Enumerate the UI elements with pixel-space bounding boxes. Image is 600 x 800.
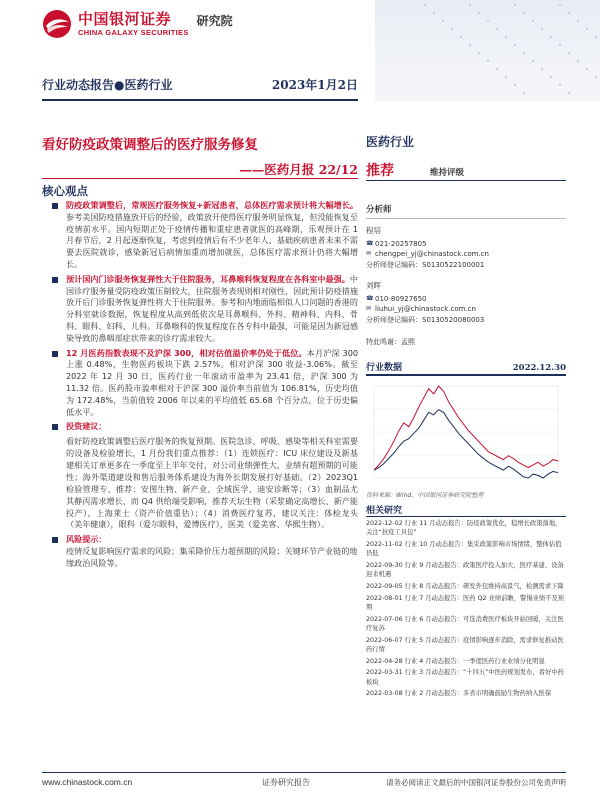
galaxy-logo-icon [42, 9, 72, 39]
analyst-heading: 分析师 [366, 205, 392, 215]
related-research-item[interactable]: 2022-07-06 行业 6 月动态报告：可选消费医疗板块开始回暖，关注医疗复苏 [366, 615, 564, 632]
bullet-point [42, 348, 358, 419]
footer-url[interactable]: www.chinastock.com.cn [42, 777, 133, 787]
related-research-item[interactable]: 2022-09-05 行业 8 月动态报告：研发外包维持高景气，检测需求下降 [366, 582, 564, 590]
phone-icon: ☎ [366, 239, 374, 247]
analyst-name: 程培 [366, 226, 381, 235]
market-data-title: 行业数据 [366, 363, 403, 373]
industry-label: 医药行业 [366, 135, 415, 149]
bullet-text: 参考美国防疫措施放开后的经验，政策放开使得医疗服务明显恢复，但没能恢复至疫情前水平。国内短期正处于疫情传播和重症患者就医的高峰期，乐观预计在 1 月春节后，2 月起逐渐恢复，考虑到疫情后有不少老年人、基础疾病患者未来不需要去医院就诊，感染新冠后病情加重而增加就医，总体医疗需求预计仍将大幅增长。 [66, 211, 358, 269]
bullet-square-icon [52, 351, 58, 357]
analyst-name: 刘晖 [366, 281, 381, 290]
rating-row [366, 160, 566, 180]
brand-name-en: CHINA GALAXY SECURITIES [78, 28, 189, 37]
main-content [42, 200, 358, 570]
report-title: 看好防疫政策调整后的医疗服务修复 [42, 137, 258, 153]
brand-logo [42, 6, 233, 42]
bullet-square-icon [52, 424, 58, 430]
bullet-point [42, 200, 358, 271]
related-research-item[interactable]: 2022-12-02 行业 11 月动态报告：防疫政策优化，稳增长政策落地，关注“抗疫工具包” [366, 520, 562, 537]
bullet-point [42, 421, 358, 433]
related-research-item[interactable]: 2022-06-07 行业 5 月动态报告：疫情影响逐步消除，需求修复推动医药行情 [366, 636, 564, 653]
bullet-text: 本月沪深 300 上涨 0.48%，生物医药板块下跌 2.57%。相对沪深 300 收益-3.06%。截至 2022 年 12 月 30 日，医药行业一年滚动市盈率为 23.41 倍，沪深 300 为 11.32 倍。医药股市盈率相对于沪深 300 溢价率当前值为 106.81%，历史均值为 172.48%，当前值较 2006 年以来的平均值低 65.68 个百分点，位于历史偏低水平。 [66, 347, 359, 417]
brand-name-cn: 中国银河证券 [78, 10, 172, 28]
risk-text: 疫情反复影响医疗需求的风险；集采降价压力超预期的风险；关键环节产业链的地缘政治风险等。 [66, 546, 358, 569]
footer-label: 证券研究报告 [262, 778, 310, 787]
report-subtitle: ——医药月报 22/12 [239, 162, 358, 177]
bullet-point [42, 274, 358, 345]
related-research-item[interactable]: 2022-03-31 行业 3 月动态报告：“十四五”中医药规划发布，看好中药板块 [366, 669, 564, 686]
chart-series-line-1 [374, 386, 558, 470]
related-research-item[interactable]: 2022-03-08 行业 2 月动态报告：多省市明确鼓励生物药纳入医保 [366, 690, 552, 698]
analyst-divider [366, 218, 566, 219]
report-header [42, 72, 358, 96]
header-divider [42, 99, 358, 101]
related-research-item[interactable]: 2022-11-02 行业 10 月动态报告：集采政策影响市场情绪，整体估值仍低 [366, 540, 562, 558]
bullet-square-icon [52, 537, 58, 543]
email-icon: ✉ [366, 250, 372, 257]
market-data-header [366, 357, 566, 373]
header-decoration [375, 0, 600, 101]
related-research-item[interactable]: 2022-04-28 行业 4 月动态报告：一季度医药行业业绩分化明显 [366, 657, 545, 665]
footer-divider [42, 772, 566, 773]
chart-series-line-2 [374, 410, 558, 478]
analyst-phone: 010-80927650 [375, 294, 427, 303]
title-divider [42, 178, 358, 179]
email-icon: ✉ [366, 305, 372, 312]
bullet-highlight: 防疫政策调整后，常规医疗服务恢复+新冠患者，总体医疗需求预计将大幅增长。 [66, 200, 358, 210]
bullet-point [42, 534, 358, 546]
rating-divider [366, 180, 566, 181]
bullet-text: 中国诊疗服务量受防疫政策压制较大，住院服务表现则相对刚性，因此预计防疫措施放开后门诊服务恢复弹性将大于住院服务。参考和内地面临相似人口问题的香港的分科室就诊数据，恢复程度从高到低依次是耳鼻喉科、外科、精神科、内科、骨科、眼科、妇科、儿科。耳鼻喉科的恢复程度在各专科中最强，可能是因为新冠感染导致的鼻咽部症状带来的诊疗需求较大。 [66, 273, 358, 343]
related-research-item[interactable]: 2022-08-01 行业 7 月动态报告：医药 Q2 业绩前瞻，警惕业绩不及预期 [366, 594, 565, 611]
risk-label: 风险提示： [66, 534, 107, 545]
institute-label: 研究院 [196, 13, 233, 28]
analyst-email[interactable]: chengpei_yj@chinastock.com.cn [375, 250, 489, 258]
investment-advice-text: 看好防疫政策调整后医疗服务的恢复预期。医院急诊、呼吸、感染等相关科室需要的设备及检验增长，1 月份我们重点推荐：（1）连锁医疗：ICU 床位建设及新基建相关订单更多在一季度至上半年交付，对公司业绩弹性大，业绩有超预期的可能性；海外渠道建设和售后服务体系建设为海外长期发展打好基础。（2）2023Q1 检验管理专、推荐：安图生物、新产业、全域医学、迪安诊断等；（3）血制品尤其静丙需求增长、而 Q4 供给端受影响，推荐天坛生物（采浆确定高增长、新产能投产），上海莱士（资产价值重估）；（4）消费医疗复苏，建议关注：体检龙头（美年健康），眼科（爱尔眼科，爱博医疗），医美（爱美客、华熙生物）。 [66, 436, 358, 530]
related-research-item[interactable]: 2022-09-30 行业 9 月动态报告：政策医疗投入加大，医疗基建、设备迎来机遇 [366, 561, 564, 579]
phone-icon: ☎ [366, 294, 374, 302]
related-research-heading: 相关研究 [366, 506, 403, 516]
bullet-square-icon [52, 277, 58, 283]
market-data-divider [366, 374, 566, 376]
analyst-card [366, 226, 566, 270]
report-type: 行业动态报告●医药行业 [42, 77, 173, 92]
bullet-square-icon [52, 203, 58, 209]
related-divider [366, 516, 566, 517]
report-date: 2023年1月2日 [271, 77, 358, 92]
analyst-cert: 分析师登记编码：S0130520080003 [366, 315, 485, 324]
analyst-phone: 021-20257805 [375, 239, 427, 248]
bullet-highlight: 投资建议： [66, 421, 107, 432]
footer-disclaimer: 请务必阅读正文最后的中国银河证券股份公司免责声明 [386, 778, 566, 787]
core-view-heading: 核心观点 [42, 184, 88, 198]
chart-source: 资料来源：Wind，中国银河证券研究院整理 [366, 492, 484, 499]
market-data-date: 2022.12.30 [512, 363, 566, 373]
rating-status: 维持评级 [430, 168, 465, 178]
bullet-highlight: 预计国内门诊服务恢复弹性大于住院服务，耳鼻喉科恢复程度在各科室中最强。 [66, 273, 350, 284]
analyst-card [366, 281, 566, 325]
market-line-chart [366, 378, 566, 488]
related-research-list [366, 519, 566, 701]
analyst-cert: 分析师登记编码：S0130522100001 [366, 260, 485, 269]
bullet-highlight: 12 月医药指数表现不及沪深 300，相对估值溢价率仍处于低位。 [66, 347, 307, 358]
rating-value: 推荐 [366, 163, 394, 179]
acknowledgement: 特此鸣谢：孟熙 [366, 338, 415, 346]
analyst-email[interactable]: liuhui_yj@chinastock.com.cn [375, 305, 476, 313]
